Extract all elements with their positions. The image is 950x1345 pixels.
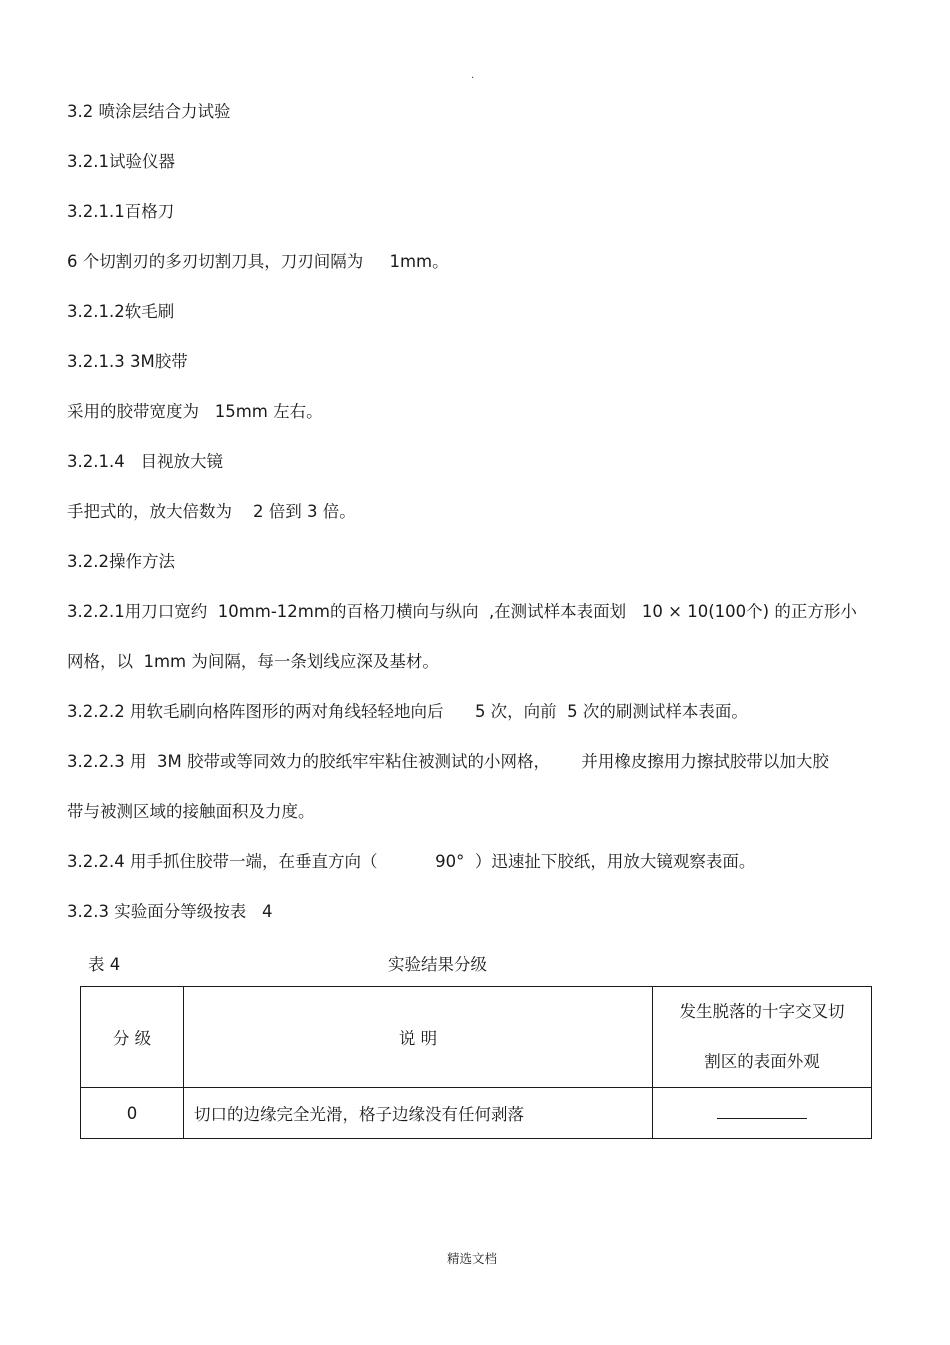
paragraph-tape-width: 采用的胶带宽度为 15mm 左右。 bbox=[67, 402, 323, 421]
grade-table bbox=[80, 986, 872, 1139]
section-heading-3-2-1-2: 3.2.1.2软毛刷 bbox=[67, 302, 175, 321]
row-description: 切口的边缘完全光滑，格子边缘没有任何剥落 bbox=[184, 1088, 653, 1139]
section-heading-3-2-1-4: 3.2.1.4 目视放大镜 bbox=[67, 452, 223, 471]
blank-appearance-line bbox=[717, 1108, 807, 1119]
paragraph-3-2-2-4: 3.2.2.4 用手抓住胶带一端，在垂直方向（ 90° ）迅速扯下胶纸，用放大镜观察表面。 bbox=[67, 852, 756, 871]
section-heading-3-2-3: 3.2.3 实验面分等级按表 4 bbox=[67, 902, 273, 921]
row-grade: 0 bbox=[81, 1088, 184, 1139]
row-appearance bbox=[653, 1088, 872, 1139]
header-grade: 分 级 bbox=[81, 987, 184, 1088]
table-row bbox=[81, 1088, 872, 1139]
paragraph-3-2-2-2: 3.2.2.2 用软毛刷向格阵图形的两对角线轻轻地向后 5 次，向前 5 次的刷测试样本表面。 bbox=[67, 702, 748, 721]
paragraph-3-2-2-1-cont: 网格，以 1mm 为间隔，每一条划线应深及基材。 bbox=[67, 652, 439, 671]
paragraph-cutter: 6 个切割刃的多刃切割刀具，刀刃间隔为 1mm。 bbox=[67, 252, 449, 271]
paragraph-3-2-2-1: 3.2.2.1用刀口宽约 10mm-12mm的百格刀横向与纵向 ,在测试样本表面划 10 × 10(100个) 的正方形小 bbox=[67, 602, 857, 621]
header-appearance bbox=[653, 987, 872, 1088]
section-heading-3-2-1-3: 3.2.1.3 3M胶带 bbox=[67, 352, 188, 371]
table-header-row bbox=[81, 987, 872, 1088]
table-title: 实验结果分级 bbox=[388, 955, 487, 974]
section-heading-3-2: 3.2 喷涂层结合力试验 bbox=[67, 102, 231, 121]
section-heading-3-2-1: 3.2.1试验仪器 bbox=[67, 152, 175, 171]
header-mark: . bbox=[471, 70, 475, 81]
paragraph-3-2-2-3: 3.2.2.3 用 3M 胶带或等同效力的胶纸牢牢粘住被测试的小网格， 并用橡皮擦用力擦拭胶带以加大胶 bbox=[67, 752, 829, 771]
page-footer: 精选文档 bbox=[447, 1251, 498, 1266]
paragraph-magnifier: 手把式的，放大倍数为 2 倍到 3 倍。 bbox=[67, 502, 356, 521]
header-appearance-line2: 割区的表面外观 bbox=[704, 1052, 820, 1071]
paragraph-3-2-2-3-cont: 带与被测区域的接触面积及力度。 bbox=[67, 802, 315, 821]
table-label: 表 4 bbox=[88, 955, 121, 974]
header-description: 说 明 bbox=[184, 987, 653, 1088]
section-heading-3-2-1-1: 3.2.1.1百格刀 bbox=[67, 202, 175, 221]
header-appearance-line1: 发生脱落的十字交叉切 bbox=[679, 1002, 845, 1021]
section-heading-3-2-2: 3.2.2操作方法 bbox=[67, 552, 175, 571]
